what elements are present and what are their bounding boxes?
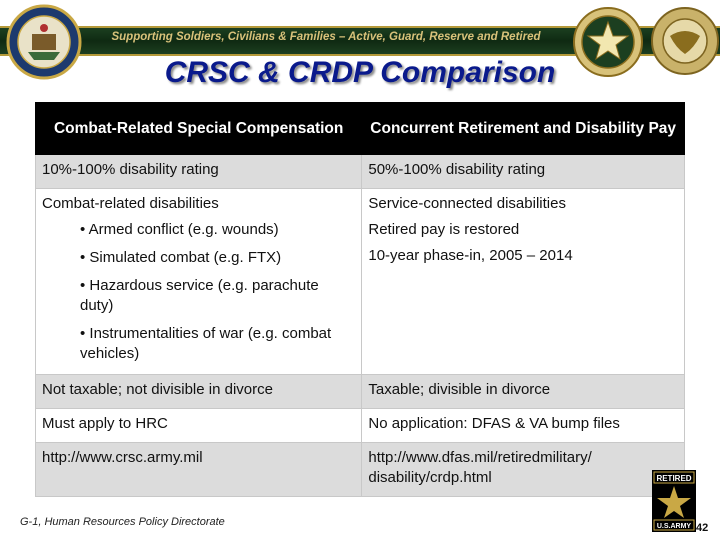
table-cell-link[interactable] xyxy=(36,443,362,497)
cell-text: Service-connected disabilities xyxy=(368,195,566,212)
cell-text: 10-year phase-in, 2005 – 2014 xyxy=(368,247,573,264)
list-item: • Simulated combat (e.g. FTX) xyxy=(80,249,282,266)
cell-text: Combat-related disabilities xyxy=(42,195,219,212)
table-cell-link[interactable] xyxy=(362,443,685,497)
table-row xyxy=(36,155,685,189)
table-header-row xyxy=(36,103,685,155)
retired-logo-top-text: RETIRED xyxy=(656,474,692,483)
table-cell: Taxable; divisible in divorce xyxy=(362,375,685,409)
table-cell: No application: DFAS & VA bump files xyxy=(362,409,685,443)
list-item: • Hazardous service (e.g. parachute duty) xyxy=(80,277,319,314)
table-cell: Must apply to HRC xyxy=(36,409,362,443)
crdp-link[interactable]: http://www.dfas.mil/retiredmilitary/ disability/crdp.html xyxy=(368,449,592,486)
list-item: • Instrumentalities of war (e.g. combat vehicles) xyxy=(80,325,332,362)
footer-org: G-1, Human Resources Policy Directorate xyxy=(20,516,225,528)
table-cell xyxy=(362,189,685,375)
list-item: • Armed conflict (e.g. wounds) xyxy=(80,221,279,238)
table-cell: Not taxable; not divisible in divorce xyxy=(36,375,362,409)
retired-logo-bottom-text: U.S.ARMY xyxy=(656,523,692,530)
column-header-crdp: Concurrent Retirement and Disability Pay xyxy=(362,103,685,155)
table-row xyxy=(36,189,685,375)
cell-text: Retired pay is restored xyxy=(368,221,520,238)
table-row xyxy=(36,443,685,497)
crsc-link[interactable]: http://www.crsc.army.mil xyxy=(42,449,203,466)
table-row xyxy=(36,409,685,443)
page-title: CRSC & CRDP Comparison xyxy=(164,56,556,89)
table-cell: 50%-100% disability rating xyxy=(362,155,685,189)
retired-army-logo-icon xyxy=(652,470,696,532)
banner-slogan: Supporting Soldiers, Civilians & Families – Active, Guard, Reserve and Retired xyxy=(111,31,541,43)
table-row xyxy=(36,375,685,409)
comparison-table xyxy=(35,102,685,497)
column-header-crsc: Combat-Related Special Compensation xyxy=(36,103,362,155)
page-number: 42 xyxy=(696,522,709,534)
table-cell xyxy=(36,189,362,375)
table-cell: 10%-100% disability rating xyxy=(36,155,362,189)
